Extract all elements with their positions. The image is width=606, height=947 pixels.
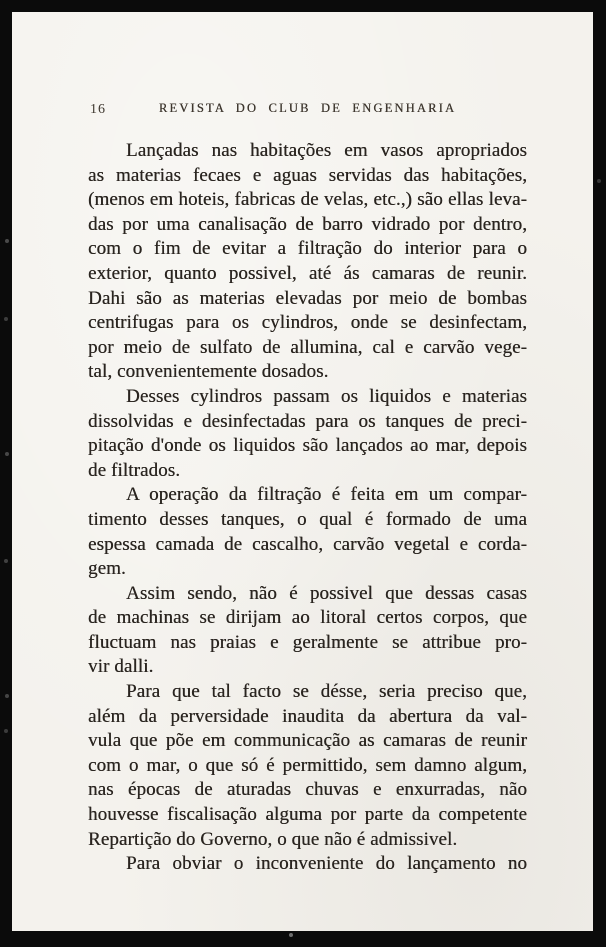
text-line: A operação da filtração é feita em um compar- <box>126 484 527 506</box>
text-line: Desses cylindros passam os liquidos e materias <box>126 385 527 407</box>
text-line: tal, convenientemente dosados. <box>88 361 329 383</box>
text-line: Repartição do Governo, o que não é admissivel. <box>88 828 458 850</box>
text-line: nas épocas de aturadas chuvas e enxurradas, não <box>88 779 527 801</box>
text-line: vula que põe em communicação as camaras de reunir <box>88 730 527 752</box>
text-line: centrifugas para os cylindros, onde se desinfectam, <box>88 312 527 334</box>
paragraph <box>88 483 527 581</box>
paragraph <box>88 680 527 852</box>
text-line: (menos em hoteis, fabricas de velas, etc.,) são ellas leva- <box>88 189 527 211</box>
running-header-title: REVISTA DO CLUB DE ENGENHARIA <box>158 101 457 115</box>
text-line: Para obviar o inconveniente do lançamento no <box>126 853 527 875</box>
page-content <box>12 101 593 877</box>
text-line: Assim sendo, não é possivel que dessas casas <box>126 582 527 604</box>
text-line: por meio de sulfato de allumina, cal e carvão vege- <box>88 336 527 358</box>
page-header <box>88 101 527 118</box>
text-line: fluctuam nas praias e geralmente se attribue pro- <box>88 631 527 653</box>
text-line: dissolvidas e desinfectadas para os tanques de preci- <box>88 410 527 432</box>
text-line: além da perversidade inaudita da abertura da val- <box>88 705 527 727</box>
text-line: vir dalli. <box>88 656 154 678</box>
text-line: espessa camada de cascalho, carvão vegetal e corda- <box>88 533 527 555</box>
paragraph <box>88 385 527 483</box>
text-line: com o fim de evitar a filtração do interior para o <box>88 238 527 260</box>
text-line: as materias fecaes e aguas servidas das habitações, <box>88 164 527 186</box>
text-line: das por uma canalisação de barro vidrado por dentro, <box>88 213 527 235</box>
page-number: 16 <box>90 102 106 117</box>
paragraph <box>88 852 527 877</box>
paragraph <box>88 582 527 680</box>
text-line: Para que tal facto se désse, seria preciso que, <box>126 681 527 703</box>
text-line: de filtrados. <box>88 459 181 481</box>
book-page <box>12 12 593 931</box>
text-line: de machinas se dirijam ao litoral certos corpos, que <box>88 607 527 629</box>
text-line: pitação d'onde os liquidos são lançados ao mar, depois <box>88 435 527 457</box>
text-line: Dahi são as materias elevadas por meio de bombas <box>88 287 527 309</box>
text-line: gem. <box>88 558 126 580</box>
text-line: exterior, quanto possivel, até ás camaras de reunir. <box>88 262 527 284</box>
text-line: Lançadas nas habitações em vasos apropriados <box>126 140 527 161</box>
text-line: com o mar, o que só é permittido, sem damno algum, <box>88 754 527 776</box>
text-line: timento desses tanques, o qual é formado de uma <box>88 508 527 530</box>
paragraph <box>88 139 527 385</box>
text-line: houvesse fiscalisação alguma por parte da competente <box>88 804 527 826</box>
text-block <box>88 139 527 877</box>
scan-dust-specks <box>0 0 2 2</box>
